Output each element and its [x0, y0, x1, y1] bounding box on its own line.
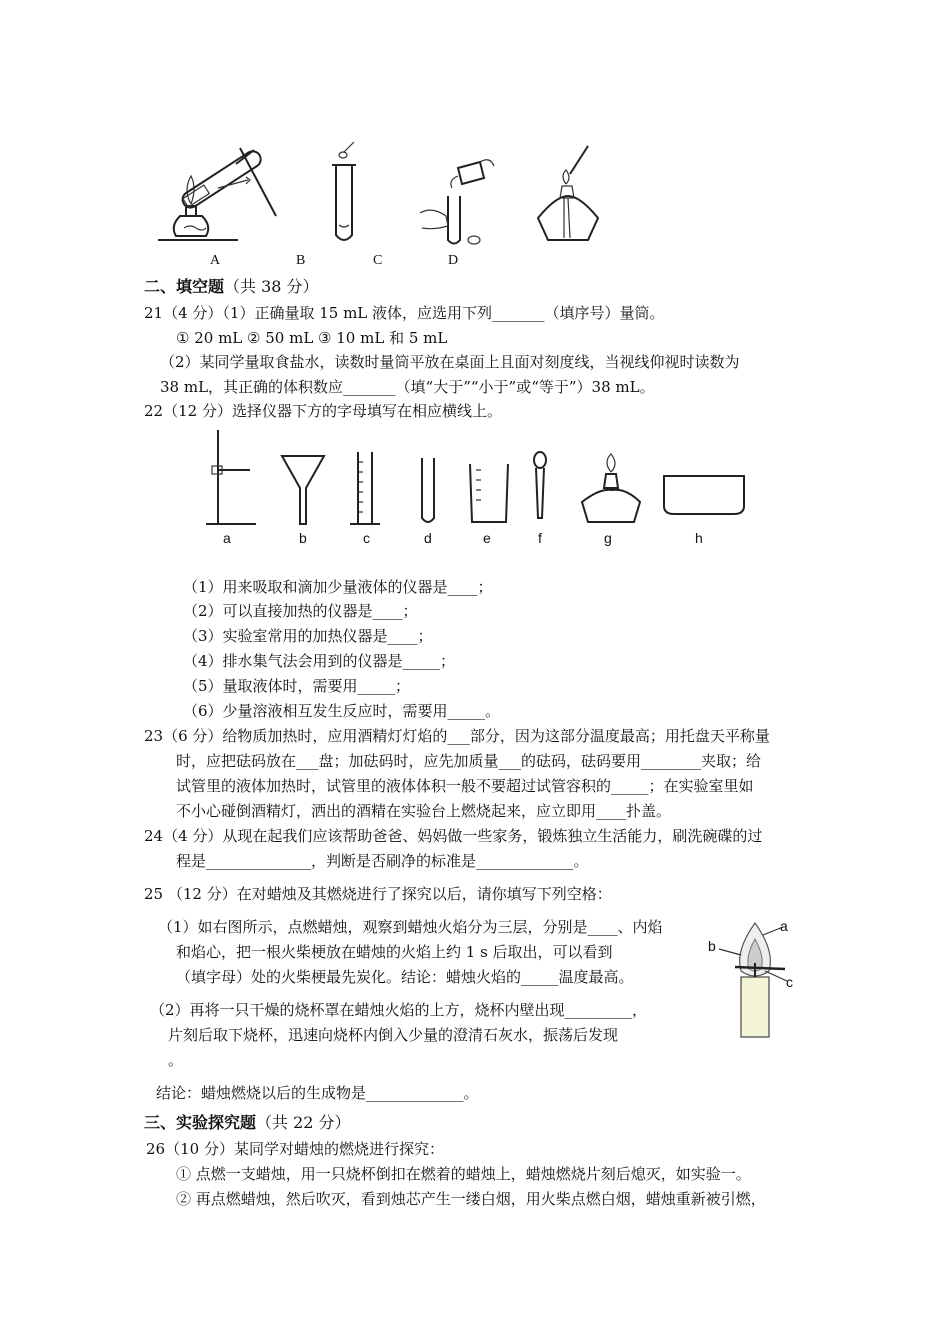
- q24-line1: 24（4 分）从现在起我们应该帮助爸爸、妈妈做一些家务，锻炼独立生活能力，刷洗碗碟的过: [144, 827, 763, 845]
- q22-item-4: （4）排水集气法会用到的仪器是_____；: [183, 652, 456, 670]
- apparatus-label-d: d: [424, 530, 432, 546]
- apparatus-label-a: a: [223, 530, 231, 546]
- candle-label-a: a: [780, 918, 788, 934]
- q23-line3: 试管里的液体加热时，试管里的液体体积一般不要超过试管容积的_____；在实验室里如: [176, 777, 754, 795]
- figure-label-a: A: [210, 253, 221, 268]
- q25-part2-line1: （2）再将一只干燥的烧杯罩在蜡烛火焰的上方，烧杯内壁出现_________，: [150, 1001, 648, 1019]
- q25-part1-line2: 和焰心，把一根火柴梗放在蜡烛的火焰上约 1 s 后取出，可以看到: [176, 943, 613, 961]
- q22-item-2: （2）可以直接加热的仪器是____；: [183, 602, 418, 620]
- q21-line1: 21（4 分）（1）正确量取 15 mL 液体，应选用下列_______（填序号）量筒。: [144, 304, 665, 322]
- section2-score: （共 38 分）: [224, 277, 319, 296]
- alcohol-lamp-icon: [582, 454, 640, 522]
- q22-item-3: （3）实验室常用的加热仪器是____；: [183, 627, 433, 645]
- candle-label-c: c: [786, 974, 793, 990]
- section3-heading: [144, 1112, 351, 1134]
- q24-line2: 程是______________，判断是否刷净的标准是_____________。: [176, 852, 589, 870]
- q26-intro: 26（10 分）某同学对蜡烛的燃烧进行探究：: [146, 1140, 444, 1158]
- q25-conclusion: 结论：蜡烛燃烧以后的生成物是_____________。: [156, 1084, 479, 1102]
- section3-score: （共 22 分）: [256, 1113, 351, 1132]
- apparatus-label-c: c: [363, 530, 370, 546]
- candle-label-b: b: [708, 938, 716, 954]
- q23-line1: 23（6 分）给物质加热时，应用酒精灯灯焰的___部分，因为这部分温度最高；用托盘天平称量: [144, 727, 770, 745]
- figure-a-heating-test-tube: [158, 128, 288, 243]
- test-tube-icon: [422, 458, 434, 522]
- q21-line2: （2）某同学量取食盐水，读数时量筒平放在桌面上且面对刻度线，当视线仰视时读数为: [160, 353, 740, 371]
- section3-title: 三、实验探究题: [144, 1113, 257, 1132]
- apparatus-label-b: b: [299, 530, 307, 546]
- figure-d-alcohol-lamp: [536, 140, 606, 245]
- q22-item-1: （1）用来吸取和滴加少量液体的仪器是____；: [183, 578, 493, 596]
- apparatus-label-g: g: [604, 530, 612, 546]
- q21-line3: 38 mL，其正确的体积数应_______（填“大于”“小于”或“等于”）38 mL。: [160, 378, 655, 396]
- q21-options: ① 20 mL ② 50 mL ③ 10 mL 和 5 mL: [176, 329, 448, 347]
- q22-item-5: （5）量取液体时，需要用_____；: [183, 677, 411, 695]
- beaker-icon: [470, 464, 508, 522]
- figure-label-c: C: [373, 253, 383, 268]
- figure-label-b: B: [296, 253, 306, 268]
- evaporating-dish-icon: [664, 476, 744, 514]
- section2-heading: [144, 276, 319, 298]
- q25-part2-line3: 。: [168, 1051, 184, 1069]
- q23-line4: 不小心碰倒酒精灯，洒出的酒精在实验台上燃烧起来，应立即用____扑盖。: [176, 802, 672, 820]
- q25-part2-line2: 片刻后取下烧杯，迅速向烧杯内倒入少量的澄清石灰水，振荡后发现: [168, 1026, 619, 1044]
- apparatus-row: [200, 428, 760, 528]
- q22-intro: 22（12 分）选择仪器下方的字母填写在相应横线上。: [144, 402, 502, 420]
- q25-part1-line1: （1）如右图所示，点燃蜡烛，观察到蜡烛火焰分为三层，分别是____、内焰: [158, 918, 663, 936]
- dropper-icon: [534, 452, 546, 518]
- iron-stand-icon: [206, 430, 256, 524]
- figure-b-test-tube-swab: [330, 140, 360, 245]
- graduated-cylinder-icon: [350, 452, 380, 524]
- q23-line2: 时，应把砝码放在___盘；加砝码时，应先加质量___的砝码，砝码要用________夹取；给: [176, 752, 762, 770]
- q25-part1-line3: （填字母）处的火柴梗最先炭化。结论：蜡烛火焰的_____温度最高。: [176, 968, 634, 986]
- q26-step-1: ① 点燃一支蜡烛，用一只烧杯倒扣在燃着的蜡烛上，蜡烛燃烧片刻后熄灭，如实验一。: [176, 1165, 751, 1183]
- funnel-icon: [282, 456, 324, 524]
- apparatus-label-h: h: [695, 530, 703, 546]
- figure-label-d: D: [448, 253, 459, 268]
- apparatus-label-e: e: [483, 530, 491, 546]
- figure-c-pouring-liquid: [418, 148, 498, 248]
- section2-title: 二、填空题: [144, 277, 225, 296]
- q22-item-6: （6）少量溶液相互发生反应时，需要用_____。: [183, 702, 501, 720]
- q25-intro: 25 （12 分）在对蜡烛及其燃烧进行了探究以后，请你填写下列空格：: [144, 885, 612, 903]
- q26-step-2: ② 再点燃蜡烛，然后吹灭，看到烛芯产生一缕白烟，用火柴点燃白烟，蜡烛重新被引燃，: [176, 1190, 766, 1208]
- apparatus-label-f: f: [538, 530, 542, 546]
